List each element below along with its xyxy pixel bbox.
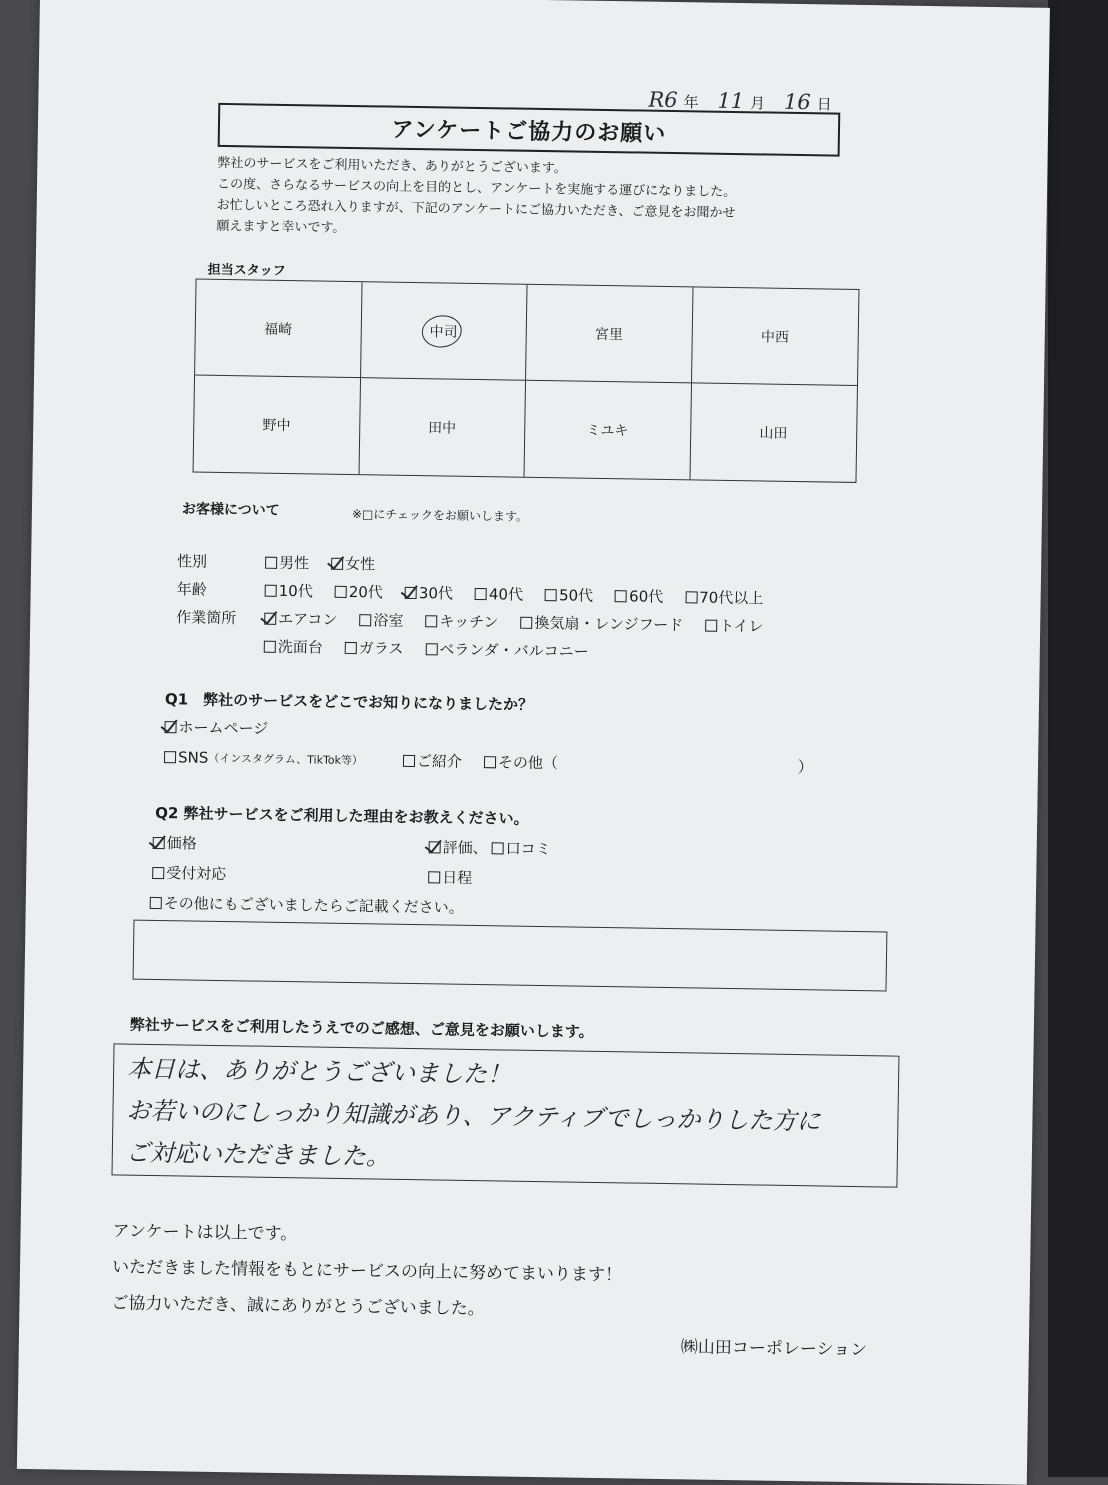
staff-cell[interactable]: 福崎 bbox=[195, 280, 362, 379]
staff-grid bbox=[193, 279, 860, 483]
q1-title: Q1 弊社のサービスをどこでお知りになりましたか？ bbox=[164, 690, 534, 714]
checkbox-checked[interactable] bbox=[164, 721, 176, 733]
staff-cell[interactable]: 野中 bbox=[194, 376, 361, 475]
q1-other-option[interactable]: その他（ ） bbox=[484, 751, 813, 777]
checkbox[interactable] bbox=[164, 751, 176, 763]
era-year: R6 bbox=[648, 87, 678, 113]
checkbox[interactable] bbox=[265, 584, 277, 596]
age-option[interactable]: 40代 bbox=[475, 583, 523, 605]
q1-row-1 bbox=[164, 716, 290, 739]
q2-other-row bbox=[150, 892, 486, 918]
checkbox[interactable] bbox=[520, 616, 532, 628]
customer-note: ※□にチェックをお願いします。 bbox=[351, 507, 529, 524]
customer-label: お客様について bbox=[181, 501, 280, 519]
work-option[interactable]: ベランダ・バルコニー bbox=[425, 638, 589, 662]
gender-row: 性別 男性 女性 bbox=[176, 552, 376, 574]
checkbox[interactable] bbox=[484, 756, 496, 768]
checkbox-checked[interactable] bbox=[331, 557, 343, 569]
dark-background bbox=[1048, 0, 1108, 1477]
q2-reception-row bbox=[152, 862, 494, 888]
work-option[interactable]: 浴室 bbox=[359, 609, 403, 631]
checkbox[interactable] bbox=[475, 587, 487, 599]
work-option[interactable]: キッチン bbox=[425, 610, 498, 632]
page-title: アンケートご協力のお願い bbox=[218, 103, 841, 157]
work-option[interactable]: ガラス bbox=[345, 637, 404, 659]
staff-cell-circled[interactable]: 中司 bbox=[361, 282, 528, 381]
opinion-title: 弊社サービスをご利用したうえでのご感想、ご意見をお願いします。 bbox=[129, 1015, 594, 1041]
age-option[interactable]: 60代 bbox=[615, 585, 663, 607]
checkbox[interactable] bbox=[264, 640, 276, 652]
work-row-1: 作業箇所 エアコン 浴室 キッチン 換気扇・レンジフード トイレ bbox=[176, 608, 764, 636]
q2-price-option[interactable]: 価格 bbox=[153, 832, 407, 857]
checkbox[interactable] bbox=[428, 871, 440, 883]
q1-sns-option[interactable]: SNS （インスタグラム、TikTok等） bbox=[164, 748, 363, 769]
q2-other-answer-box[interactable] bbox=[133, 920, 888, 992]
intro-text: 弊社のサービスをご利用いただき、ありがとうございます。 この度、さらなるサービスの向上を目的とし、アンケートを実施する運びになりました。 お忙しいところ恐れ入りますが、下記のアンケートにご協力いただき、ご意見をお聞かせ 願えますと幸いです。 bbox=[216, 155, 737, 236]
company-name: ㈱山田コーポレーション bbox=[680, 1337, 868, 1361]
age-row: 年齢 10代 20代 30代 40代 50代 60代 70代以上 bbox=[176, 580, 764, 608]
day: 16 bbox=[783, 89, 811, 115]
staff-cell[interactable]: ミユキ bbox=[525, 381, 692, 480]
checkbox-checked[interactable] bbox=[264, 612, 276, 624]
work-option[interactable]: 洗面台 bbox=[264, 636, 323, 658]
checkbox[interactable] bbox=[425, 643, 437, 655]
q1-homepage-option[interactable]: ホームページ bbox=[164, 716, 268, 739]
q2-schedule-option[interactable]: 日程 bbox=[428, 866, 472, 888]
q1-row-2 bbox=[164, 746, 835, 778]
handwritten-opinion: 本日は、ありがとうございました！ お若いのにしっかり知識があり、アクティブでしっかりした方に ご対応いただきました。 bbox=[125, 1054, 821, 1171]
checkbox[interactable] bbox=[545, 589, 557, 601]
checkbox[interactable] bbox=[615, 590, 627, 602]
checkbox[interactable] bbox=[359, 614, 371, 626]
work-option[interactable]: 換気扇・レンジフード bbox=[520, 612, 683, 636]
age-option[interactable]: 50代 bbox=[545, 584, 593, 606]
survey-paper bbox=[17, 0, 1050, 1485]
staff-label: 担当スタッフ bbox=[207, 262, 286, 279]
q2-reception-option[interactable]: 受付対応 bbox=[152, 862, 406, 887]
q2-title: Q2 弊社サービスをご利用した理由をお教えください。 bbox=[155, 803, 529, 828]
checkbox-checked[interactable] bbox=[153, 836, 165, 848]
checkbox[interactable] bbox=[492, 842, 504, 854]
gender-female-option[interactable]: 女性 bbox=[331, 553, 375, 575]
closing-text: アンケートは以上です。 いただきました情報をもとにサービスの向上に努めてまいります！ ご協力いただき、誠にありがとうございました。 bbox=[111, 1221, 623, 1320]
gender-male-option[interactable]: 男性 bbox=[265, 552, 309, 574]
staff-cell[interactable]: 中西 bbox=[691, 287, 858, 386]
checkbox[interactable] bbox=[403, 754, 415, 766]
date-line: R6 年 11 月 16 日 bbox=[648, 87, 832, 115]
checkbox-checked[interactable] bbox=[429, 841, 441, 853]
staff-cell[interactable]: 山田 bbox=[759, 425, 788, 442]
age-option[interactable]: 70代以上 bbox=[685, 586, 763, 608]
checkbox[interactable] bbox=[335, 585, 347, 597]
checkbox[interactable] bbox=[265, 556, 277, 568]
checkbox-checked[interactable] bbox=[405, 586, 417, 598]
checkbox[interactable] bbox=[685, 591, 697, 603]
checkbox[interactable] bbox=[150, 896, 162, 908]
month: 11 bbox=[717, 88, 745, 114]
work-option[interactable]: トイレ bbox=[705, 615, 764, 637]
checkbox[interactable] bbox=[152, 866, 164, 878]
staff-cell[interactable]: 宮里 bbox=[526, 285, 693, 384]
age-option[interactable]: 20代 bbox=[335, 581, 383, 603]
checkbox[interactable] bbox=[425, 615, 437, 627]
q2-other-option[interactable]: その他にもございましたらご記載ください。 bbox=[150, 892, 464, 918]
q1-referral-option[interactable]: ご紹介 bbox=[403, 750, 462, 772]
work-option[interactable]: エアコン bbox=[264, 608, 338, 630]
q2-price-row bbox=[153, 832, 573, 860]
work-row-2 bbox=[264, 636, 611, 662]
age-option[interactable]: 30代 bbox=[405, 582, 453, 604]
staff-cell[interactable]: 田中 bbox=[359, 378, 526, 477]
checkbox[interactable] bbox=[345, 641, 357, 653]
q2-review-option[interactable]: 評価、 口コミ bbox=[429, 836, 551, 859]
checkbox[interactable] bbox=[705, 619, 717, 631]
age-option[interactable]: 10代 bbox=[265, 580, 313, 602]
